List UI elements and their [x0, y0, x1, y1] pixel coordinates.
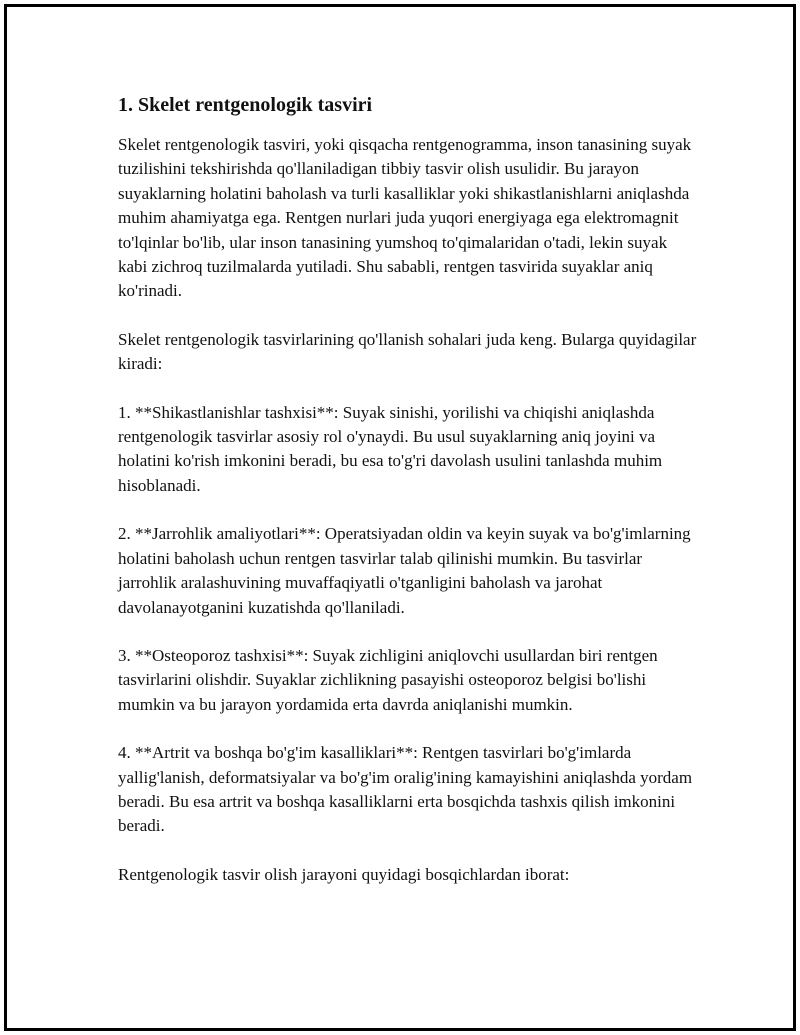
section-heading: 1. Skelet rentgenologik tasviri — [118, 94, 373, 116]
paragraph-intro: Skelet rentgenologik tasviri, yoki qisqacha rentgenogramma, inson tanasining suyak tuzilishini tekshirishda qo'llaniladigan tibbiy tasvir olish usulidir. Bu jarayon suyaklarning holatini baholash va turli kasalliklar yoki shikastlanishlarni aniqlashda muhim ahamiyatga ega. Rentgen nurlari juda yuqori energiyaga ega elektromagnit to'lqinlar bo'lib, ular inson tanasining yumshoq to'qimalaridan o'tadi, lekin suyak kabi zichroq tuzilmalarda yutiladi. Shu sababli, rentgen tasvirida suyaklar aniq ko'rinadi. — [118, 135, 692, 301]
list-item-surgery: 2. **Jarrohlik amaliyotlari**: Operatsiyadan oldin va keyin suyak va bo'g'imlarning holatini baholash uchun rentgen tasvirlar talab qilinishi mumkin. Bu tasvirlar jarrohlik aralashuvining muvaffaqiyatli o'tganligini baholash va jarohat davolanayotganini kuzatishda qo'llaniladi. — [118, 524, 691, 617]
document-body — [118, 91, 698, 911]
list-item-trauma-diagnosis: 1. **Shikastlanishlar tashxisi**: Suyak sinishi, yorilishi va chiqishi aniqlashda rentgenologik tasvirlar asosiy rol o'ynaydi. Bu usul suyaklarning aniq joyini va holatini ko'rish imkonini beradi, bu esa to'g'ri davolash usulini tanlashda muhim hisoblanadi. — [118, 402, 663, 495]
list-item-arthritis: 4. **Artrit va boshqa bo'g'im kasalliklari**: Rentgen tasvirlari bo'g'imlarda yallig'lanish, deformatsiyalar va bo'g'im oralig'ining kamayishini aniqlashda yordam beradi. Bu esa artrit va boshqa kasalliklarni erta bosqichda tashxis qilish imkonini beradi. — [118, 743, 693, 836]
paragraph-applications: Skelet rentgenologik tasvirlarining qo'llanish sohalari juda keng. Bularga quyidagilar kiradi: — [118, 329, 697, 374]
list-item-osteoporosis: 3. **Osteoporoz tashxisi**: Suyak zichligini aniqlovchi usullardan biri rentgen tasvirlarini olishdir. Suyaklar zichlikning pasayishi osteoporoz belgisi bo'lishi mumkin va bu jarayon yordamida erta davrda aniqlanishi mumkin. — [118, 645, 658, 714]
paragraph-process-steps: Rentgenologik tasvir olish jarayoni quyidagi bosqichlardan iborat: — [118, 864, 570, 884]
